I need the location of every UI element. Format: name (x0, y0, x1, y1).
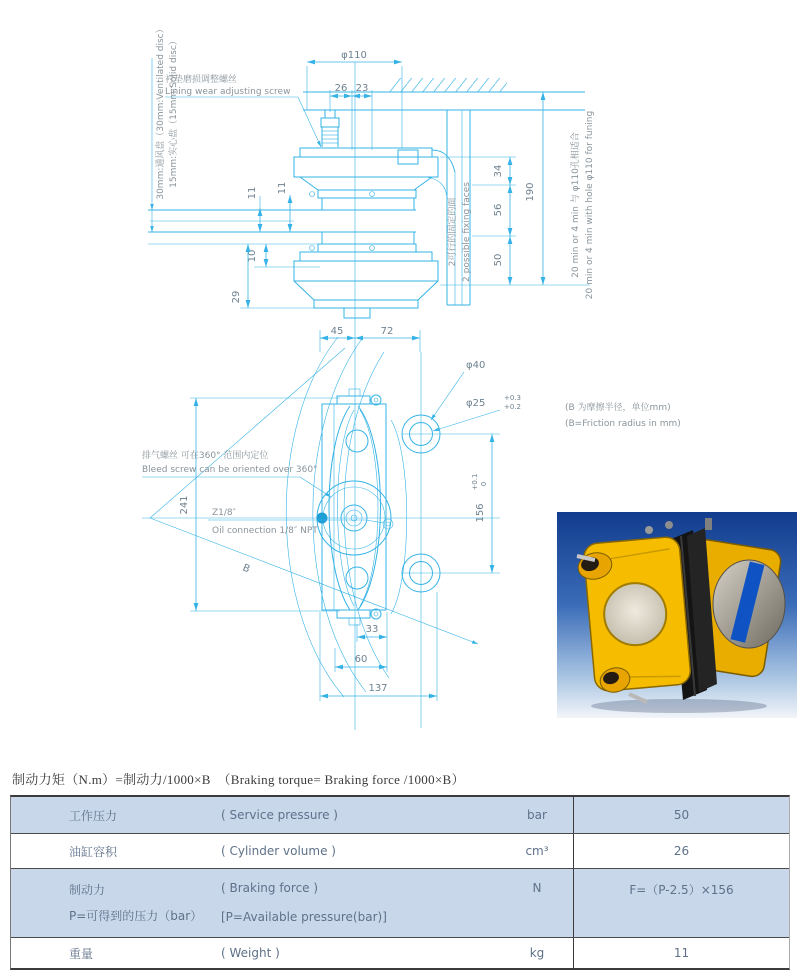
label-friction-radius-en: (B=Friction radius in mm) (565, 419, 681, 429)
dim-29: 29 (231, 290, 242, 304)
dim-phi25: φ25 (466, 398, 486, 409)
label-disc-30mm: 30mm:通风盘（30mm:Ventilated disc） (156, 24, 166, 200)
table-row-service-pressure (11, 797, 789, 833)
label-bleed-cn: 排气螺丝 可在360° 范围内定位 (142, 451, 269, 461)
brake-disc (148, 210, 416, 308)
dim-190: 190 (525, 182, 536, 202)
dim-34: 34 (493, 164, 504, 178)
dim-phi40: φ40 (466, 360, 486, 371)
cell-unit: cm³ (525, 844, 549, 858)
braking-force-en: ( Braking force ) (221, 881, 319, 895)
cell-unit: kg (529, 946, 545, 960)
available-pressure-en: [P=Available pressure(bar)] (221, 910, 387, 924)
cell-cn: 油缸容积 (69, 844, 118, 859)
label-fixing-faces-en: 2 possible fixing faces (462, 182, 472, 282)
dim-26: 26 (334, 83, 348, 94)
label-oil-size: Z1/8″ (212, 508, 237, 518)
cell-cn: 重量 (69, 946, 94, 961)
label-disc-15mm: 15mm:实心盘（15mm:Solid disc） (169, 36, 179, 188)
label-adjust-screw-cn: 衬垫磨损调整螺丝 (165, 75, 238, 85)
braking-force-cn: 制动力 (69, 883, 106, 897)
adjusting-screw (321, 110, 339, 147)
label-adjust-screw-en: Lining wear adjusting screw (165, 87, 291, 97)
available-pressure-cn: P=可得到的压力（bar） (69, 909, 203, 923)
label-hole-note-en: 20 min or 4 min with hole φ110 for funing (585, 110, 595, 300)
dim-11b: 11 (277, 181, 288, 195)
label-bleed-en: Bleed screw can be oriented over 360° (142, 465, 318, 475)
wall-hatch (390, 78, 507, 92)
product-photo-art (557, 512, 797, 718)
dim-10: 10 (247, 249, 258, 263)
dim-60: 60 (354, 654, 368, 665)
cell-en (221, 869, 501, 937)
label-fixing-faces-cn: 2可行的固定的面 (448, 197, 458, 267)
photo-shadow (591, 699, 767, 713)
dim-56: 56 (493, 203, 504, 217)
cell-cn: 工作压力 (69, 808, 118, 823)
dim-137: 137 (368, 683, 388, 694)
cell-value: 11 (573, 938, 789, 968)
dim-45: 45 (330, 326, 344, 337)
dim-tol156-lower: 0 (480, 481, 488, 487)
disc-arc (286, 337, 344, 697)
dim-72: 72 (380, 326, 394, 337)
dim-156: 156 (475, 503, 486, 523)
cell-en: ( Cylinder volume ) (221, 844, 336, 858)
product-photo (557, 512, 797, 718)
table-row-cylinder-volume (11, 833, 789, 868)
dim-11a: 11 (247, 186, 258, 200)
cell-unit: bar (527, 808, 547, 822)
dim-50: 50 (493, 253, 504, 267)
cell-cn (11, 869, 221, 937)
cell-value: 50 (573, 797, 789, 833)
dim-tol25-lower: +0.2 (504, 403, 521, 411)
table-row-weight (11, 937, 789, 968)
label-oil-connection: Oil connection 1/8″ NPT (212, 526, 318, 536)
label-hole-note-cn: 20 min or 4 min 与 φ110孔相适合 (571, 132, 581, 278)
dim-241: 241 (179, 495, 190, 515)
spec-table (10, 795, 790, 970)
cell-en: ( Weight ) (221, 946, 280, 960)
dim-B: B (240, 562, 252, 576)
dim-phi110: φ110 (341, 50, 367, 61)
caliper-body (294, 148, 438, 318)
cell-value: 26 (573, 834, 789, 868)
cell-en: ( Service pressure ) (221, 808, 338, 822)
label-friction-radius-cn: (B 为摩擦半径，单位mm) (565, 403, 671, 413)
dim-23: 23 (355, 83, 369, 94)
cell-unit: N (532, 881, 542, 895)
dim-tol25-upper: +0.3 (504, 394, 521, 402)
table-row-braking-force (11, 868, 789, 937)
torque-formula: 制动力矩（N.m）=制动力/1000×B （Braking torque= Braking force /1000×B） (12, 772, 465, 787)
dim-33: 33 (365, 624, 379, 635)
cell-value: F=（P-2.5）×156 (573, 869, 789, 937)
bleed-screw (317, 513, 328, 524)
dim-tol156-upper: +0.1 (471, 473, 479, 491)
